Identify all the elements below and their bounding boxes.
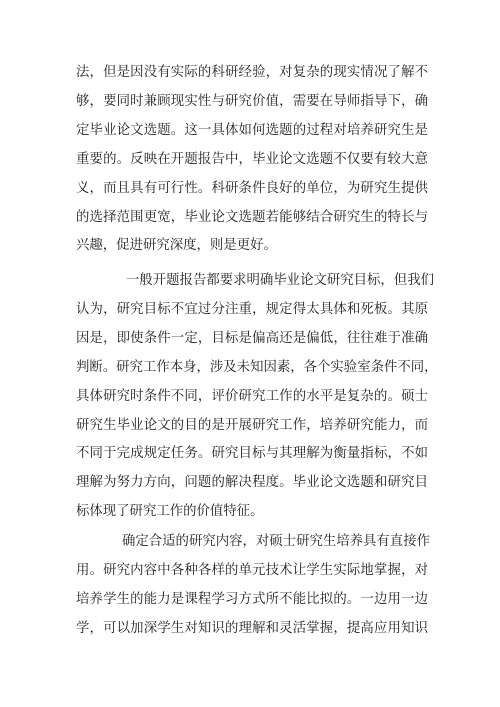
paragraph-line: 重要的。反映在开题报告中，毕业论文选题不仅要有较大意 xyxy=(76,151,428,167)
paragraph-line: 定毕业论文选题。这一具体如何选题的过程对培养研究生是 xyxy=(76,122,428,138)
paragraph-line: 学，可以加深学生对知识的理解和灵活掌握，提高应用知识 xyxy=(76,620,428,636)
paragraph-1 xyxy=(76,59,428,261)
paragraph-2 xyxy=(76,267,438,527)
paragraph-3 xyxy=(76,528,428,644)
paragraph-line: 具体研究时条件不同，评价研究工作的水平是复杂的。硕士 xyxy=(76,388,428,404)
paragraph-line: 的选择范围更宽，毕业论文选题若能够结合研究生的特长与 xyxy=(76,209,428,225)
paragraph-line: 义，而且具有可行性。科研条件良好的单位，为研究生提供 xyxy=(76,180,428,196)
paragraph-line: 判断。研究工作本身，涉及未知因素，各个实验室条件不同， xyxy=(76,359,438,375)
paragraph-line: 兴趣，促进研究深度，则是更好。 xyxy=(76,238,277,254)
paragraph-line: 法，但是因没有实际的科研经验，对复杂的现实情况了解不 xyxy=(76,65,428,80)
paragraph-line: 不同于完成规定任务。研究目标与其理解为衡量指标，不如 xyxy=(76,446,428,462)
paragraph-line: 研究生毕业论文的目的是开展研究工作，培养研究能力，而 xyxy=(76,417,428,433)
paragraph-line: 认为，研究目标不宜过分注重，规定得太具体和死板。其原 xyxy=(76,301,428,317)
paragraph-line: 因是，即使条件一定，目标是偏高还是偏低，往往难于准确 xyxy=(76,330,428,346)
paragraph-line: 标体现了研究工作的价值特征。 xyxy=(76,504,264,520)
paragraph-line: 用。研究内容中各种各样的单元技术让学生实际地掌握，对 xyxy=(76,562,428,578)
paragraph-line: 理解为努力方向，问题的解决程度。毕业论文选题和研究目 xyxy=(76,475,428,491)
paragraph-line: 一般开题报告都要求明确毕业论文研究目标，但我们 xyxy=(126,273,434,288)
paragraph-line: 培养学生的能力是课程学习方式所不能比拟的。一边用一边 xyxy=(76,591,428,607)
paragraph-line: 确定合适的研究内容，对硕士研究生培养具有直接作 xyxy=(122,534,430,549)
paragraph-line: 够，要同时兼顾现实性与研究价值，需要在导师指导下，确 xyxy=(76,93,428,109)
